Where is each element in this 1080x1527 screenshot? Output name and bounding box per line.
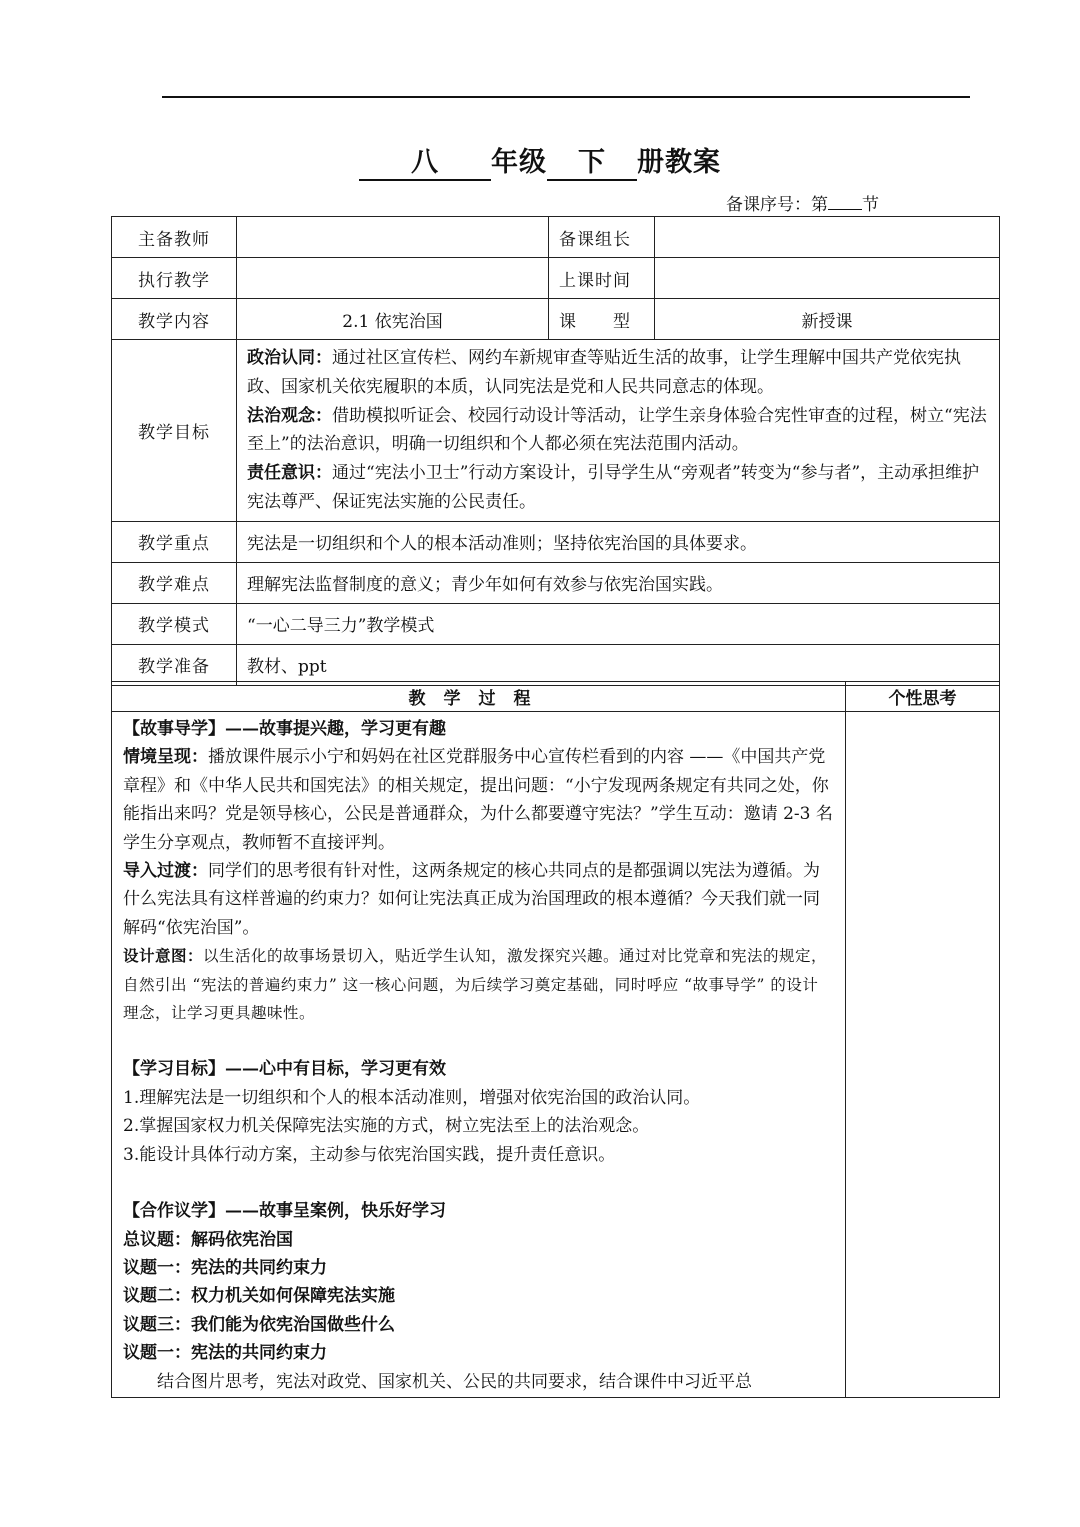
topic-line: 议题三：我们能为依宪治国做些什么 — [123, 1314, 395, 1335]
row-label: 教学准备 — [112, 644, 237, 685]
type-label: 课 型 — [549, 299, 655, 340]
last-paragraph: 结合图片思考，宪法对政党、国家机关、公民的共同要求，结合课件中习近平总 — [157, 1371, 752, 1392]
lesson-seq-suffix: 节 — [862, 195, 879, 215]
info-row-teacher — [112, 217, 1000, 258]
info-row-prep — [112, 644, 1000, 685]
row-value: 教材、ppt — [237, 644, 1000, 685]
content-label: 教学内容 — [112, 299, 237, 340]
topic-line: 总议题：解码依宪治国 — [123, 1229, 293, 1250]
intro-key: 导入过渡： — [123, 861, 208, 882]
goals-content — [237, 340, 1000, 522]
lesson-info-table — [111, 216, 1000, 686]
scene-key: 情境呈现： — [123, 747, 208, 768]
intro-paragraph — [123, 857, 834, 942]
time-value — [655, 258, 1000, 299]
goal-text: 借助模拟听证会、校园行动设计等活动，让学生亲身体验合宪性审查的过程，树立“宪法至上”的法治意识，明确一切组织和个人都必须在宪法范围内活动。 — [247, 405, 987, 455]
goal-key: 政治认同： — [247, 348, 332, 368]
page-title — [0, 140, 1080, 181]
info-row-content — [112, 299, 1000, 340]
design-key: 设计意图： — [123, 946, 204, 966]
goal-item — [247, 344, 989, 402]
goal-key: 法治观念： — [247, 405, 332, 426]
side-thinking-cell — [846, 712, 1000, 1398]
goal-text: 通过社区宣传栏、网约车新规审查等贴近生活的故事，让学生理解中国共产党依宪执政、国家机关依宪履职的本质，认同宪法是党和人民共同意志的体现。 — [247, 348, 961, 397]
goal-item — [247, 402, 989, 460]
process-content-cell — [112, 712, 846, 1398]
learning-goal: 3.能设计具体行动方案，主动参与依宪治国实践，提升责任意识。 — [123, 1144, 616, 1165]
lesson-seq-prefix: 备课序号：第 — [726, 195, 828, 215]
row-value: “一心二导三力”教学模式 — [237, 603, 1000, 644]
goal-text: 通过“宪法小卫士”行动方案设计，引导学生从“旁观者”转变为“参与者”，主动承担维护宪法尊严、保证宪法实施的公民责任。 — [247, 463, 980, 512]
term-suffix: 册教案 — [637, 147, 721, 178]
story-section-title: 【故事导学】——故事提兴趣，学习更有趣 — [123, 719, 446, 739]
goal-section-title: 【学习目标】——心中有目标，学习更有效 — [123, 1059, 446, 1080]
side-header: 个性思考 — [846, 682, 1000, 712]
row-label: 教学模式 — [112, 603, 237, 644]
design-text: 以生活化的故事场景切入，贴近学生认知，激发探究兴趣。通过对比党章和宪法的规定，自然引出 “宪法的普遍约束力” 这一核心问题，为后续学习奠定基础，同时呼应 “故事导学” 的设计理念，让学习更具趣味性。 — [123, 947, 828, 1023]
term-blank: 下 — [547, 140, 637, 181]
info-row-focus — [112, 521, 1000, 562]
group-leader-label: 备课组长 — [549, 217, 655, 258]
lead-teacher-value — [237, 217, 549, 258]
learning-goal: 1.理解宪法是一切组织和个人的根本活动准则，增强对依宪治国的政治认同。 — [123, 1087, 701, 1108]
info-row-mode — [112, 603, 1000, 644]
goals-row — [112, 340, 1000, 522]
row-value: 理解宪法监督制度的意义；青少年如何有效参与依宪治国实践。 — [237, 562, 1000, 603]
row-value: 宪法是一切组织和个人的根本活动准则；坚持依宪治国的具体要求。 — [237, 521, 1000, 562]
scene-text: 播放课件展示小宁和妈妈在社区党群服务中心宣传栏看到的内容 ——《中国共产党章程》和《中华人民共和国宪法》的相关规定，提出问题：“小宁发现两条规定有共同之处，你能指出来吗？党是领导核心，公民是普通群众，为什么都要遵守宪法？”学生互动：邀请 2-3 名学生分享观点，教师暂不直接评判。 — [123, 747, 833, 853]
goals-label: 教学目标 — [112, 340, 237, 522]
scene-paragraph — [123, 743, 834, 857]
process-table — [111, 681, 1000, 1398]
learning-goal: 2.掌握国家权力机关保障宪法实施的方式，树立宪法至上的法治观念。 — [123, 1116, 650, 1137]
design-paragraph — [123, 942, 834, 1027]
exec-value — [237, 258, 549, 299]
exec-label: 执行教学 — [112, 258, 237, 299]
coop-section-title: 【合作议学】——故事呈案例，快乐好学习 — [123, 1201, 446, 1222]
intro-text: 同学们的思考很有针对性，这两条规定的核心共同点的是都强调以宪法为遵循。为什么宪法具有这样普遍的约束力？如何让宪法真正成为治国理政的根本遵循？今天我们就一同解码“依宪治国”。 — [123, 861, 820, 938]
process-header-row — [112, 682, 1000, 712]
topic-line: 议题一：宪法的共同约束力 — [123, 1257, 327, 1278]
lead-teacher-label: 主备教师 — [112, 217, 237, 258]
type-value: 新授课 — [655, 299, 1000, 340]
topic-line: 议题二：权力机关如何保障宪法实施 — [123, 1286, 395, 1307]
grade-blank: 八 — [359, 140, 491, 181]
row-label: 教学难点 — [112, 562, 237, 603]
goal-key: 责任意识： — [247, 463, 332, 484]
info-row-difficulty — [112, 562, 1000, 603]
process-body-row — [112, 712, 1000, 1398]
header-rule — [162, 96, 970, 98]
goal-item — [247, 459, 989, 517]
lesson-sequence — [726, 190, 879, 215]
process-header-text: 教学过程 — [408, 689, 549, 709]
time-label: 上课时间 — [549, 258, 655, 299]
grade-suffix: 年级 — [491, 147, 547, 178]
content-value: 2.1 依宪治国 — [237, 299, 549, 340]
info-row-exec — [112, 258, 1000, 299]
row-label: 教学重点 — [112, 521, 237, 562]
group-leader-value — [655, 217, 1000, 258]
process-header — [112, 682, 846, 712]
lesson-seq-blank — [828, 193, 862, 210]
topic-line: 议题一：宪法的共同约束力 — [123, 1343, 327, 1364]
